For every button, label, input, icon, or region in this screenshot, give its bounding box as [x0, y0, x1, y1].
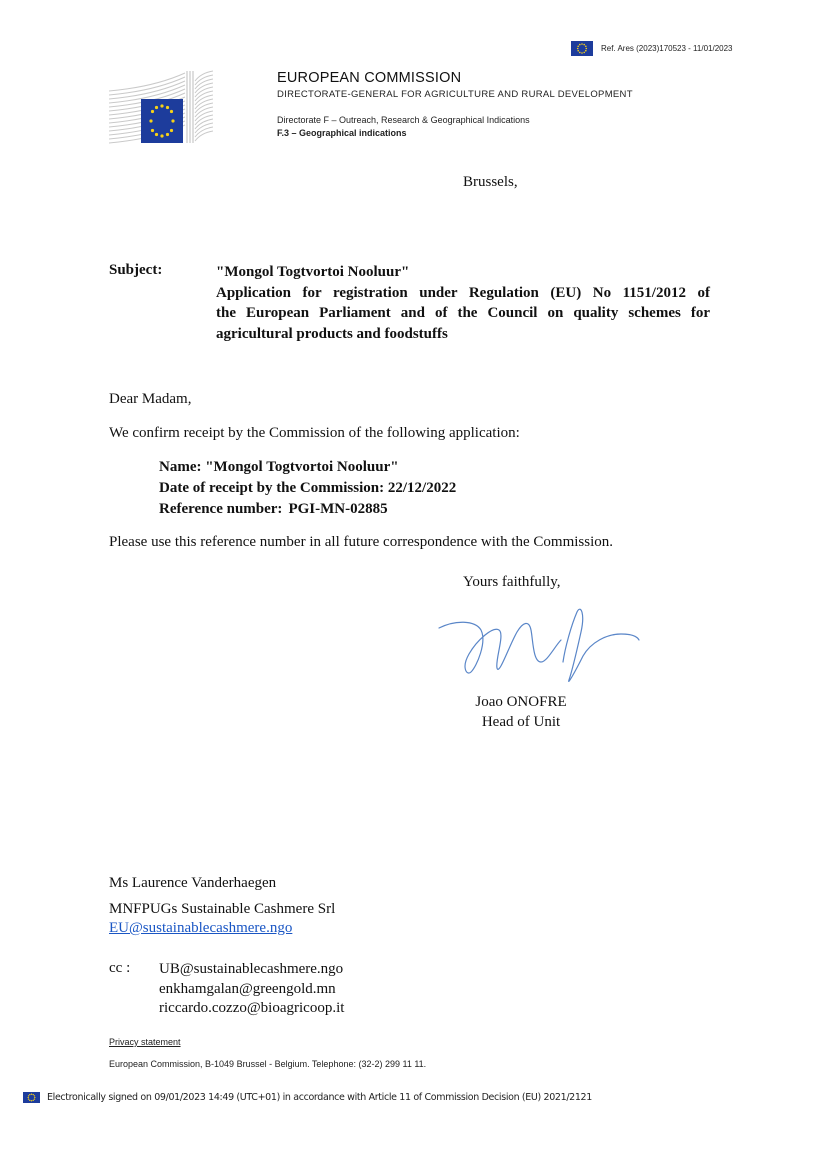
- handwritten-signature: [437, 606, 641, 684]
- cc-address: enkhamgalan@greengold.mn: [159, 980, 336, 997]
- application-name: Name: "Mongol Togtvortoi Nooluur": [159, 459, 399, 475]
- subject-line: agricultural products and foodstuffs: [216, 325, 448, 342]
- reference-label: Reference number:: [159, 501, 283, 517]
- cc-label: cc :: [109, 960, 131, 976]
- commission-address: European Commission, B-1049 Brussel - Belgium. Telephone: (32-2) 299 11 11.: [109, 1059, 427, 1069]
- organization-name: EUROPEAN COMMISSION: [277, 70, 462, 86]
- application-date: Date of receipt by the Commission: 22/12/2022: [159, 480, 457, 496]
- instruction-text: Please use this reference number in all future correspondence with the Commission.: [109, 534, 614, 550]
- reference-number: Ref. Ares (2023)170523 - 11/01/2023: [601, 43, 733, 53]
- directorate: Directorate F – Outreach, Research & Geographical Indications: [277, 115, 530, 125]
- eu-flag-icon: [571, 41, 593, 56]
- eu-flag-icon: [23, 1092, 40, 1103]
- directorate-general: DIRECTORATE-GENERAL FOR AGRICULTURE AND RURAL DEVELOPMENT: [277, 89, 633, 100]
- cc-address: riccardo.cozzo@bioagricoop.it: [159, 1000, 345, 1016]
- electronic-signature-text: Electronically signed on 09/01/2023 14:49 (UTC+01) in accordance with Article 11 of Commission Decision (EU) 2021/2121: [47, 1092, 592, 1103]
- cc-list: [159, 960, 344, 1019]
- recipient-email-link[interactable]: EU@sustainablecashmere.ngo: [109, 920, 293, 936]
- application-details: [159, 457, 456, 520]
- reference-value: PGI-MN-02885: [288, 501, 388, 517]
- confirmation-text: We confirm receipt by the Commission of the following application:: [109, 425, 520, 441]
- subject-line: "Mongol Togtvortoi Nooluur": [216, 264, 410, 280]
- closing: Yours faithfully,: [463, 574, 561, 590]
- signer-name: Joao ONOFRE: [475, 694, 567, 710]
- european-commission-logo: [109, 69, 213, 145]
- cc-address: UB@sustainablecashmere.ngo: [159, 961, 344, 977]
- signer-title: Head of Unit: [481, 714, 561, 730]
- reference-stamp: [571, 40, 733, 56]
- privacy-statement-link[interactable]: Privacy statement: [109, 1037, 181, 1047]
- recipient-name: Ms Laurence Vanderhaegen: [109, 875, 277, 891]
- subject-line: the European Parliament and of the Council on quality schemes for: [216, 305, 710, 321]
- application-reference: [159, 499, 456, 520]
- salutation: Dear Madam,: [109, 391, 192, 407]
- signer-block: [459, 692, 583, 732]
- subject-text: [216, 262, 710, 344]
- place: Brussels,: [463, 174, 518, 190]
- electronic-signature-note: [23, 1092, 592, 1103]
- subject-label: Subject:: [109, 262, 163, 278]
- unit: F.3 – Geographical indications: [277, 128, 407, 138]
- recipient-organization: MNFPUGs Sustainable Cashmere Srl: [109, 901, 336, 917]
- subject-line: Application for registration under Regulation (EU) No 1151/2012 of: [216, 284, 710, 301]
